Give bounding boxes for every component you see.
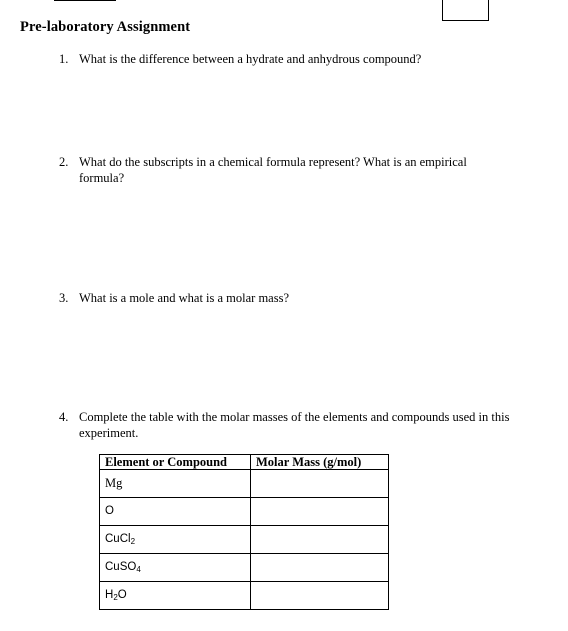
element-cell: Mg (100, 470, 251, 498)
table-row (100, 554, 389, 582)
formula-post: O (117, 589, 127, 601)
formula-base: CuSO (105, 561, 137, 573)
element-cell (100, 526, 251, 554)
column-header-molar-mass: Molar Mass (g/mol) (251, 455, 389, 470)
table-header-row (100, 455, 389, 470)
table-row (100, 498, 389, 526)
formula-subscript: 2 (113, 593, 118, 602)
molar-mass-cell[interactable] (251, 470, 389, 498)
formula-pre: H (105, 589, 114, 601)
formula-subscript: 2 (130, 537, 136, 546)
molar-mass-cell[interactable] (251, 582, 389, 610)
formula-base: CuCl (105, 533, 131, 545)
question-number: 3. (59, 291, 69, 305)
question-4 (59, 409, 529, 441)
element-cell (100, 554, 251, 582)
page-title: Pre-laboratory Assignment (20, 19, 191, 35)
element-cell: O (100, 498, 251, 526)
molar-mass-cell[interactable] (251, 526, 389, 554)
molar-mass-cell[interactable] (251, 554, 389, 582)
score-box (442, 0, 489, 21)
table-row (100, 526, 389, 554)
element-cell (100, 582, 251, 610)
molar-mass-table (99, 454, 389, 610)
question-2 (59, 154, 489, 186)
question-text: What do the subscripts in a chemical formula represent? What is an empirical formula? (79, 155, 467, 185)
question-number: 1. (59, 52, 69, 66)
molar-mass-cell[interactable] (251, 498, 389, 526)
table-row (100, 470, 389, 498)
question-number: 4. (59, 410, 69, 424)
question-1 (59, 51, 529, 67)
question-text: Complete the table with the molar masses of the elements and compounds used in this experiment. (79, 410, 510, 440)
column-header-element: Element or Compound (100, 455, 251, 470)
top-rule (54, 0, 116, 1)
question-3 (59, 290, 529, 306)
formula-subscript: 4 (136, 565, 141, 574)
table-row (100, 582, 389, 610)
question-number: 2. (59, 155, 69, 169)
question-text: What is the difference between a hydrate and anhydrous compound? (79, 52, 422, 66)
question-text: What is a mole and what is a molar mass? (79, 291, 290, 305)
